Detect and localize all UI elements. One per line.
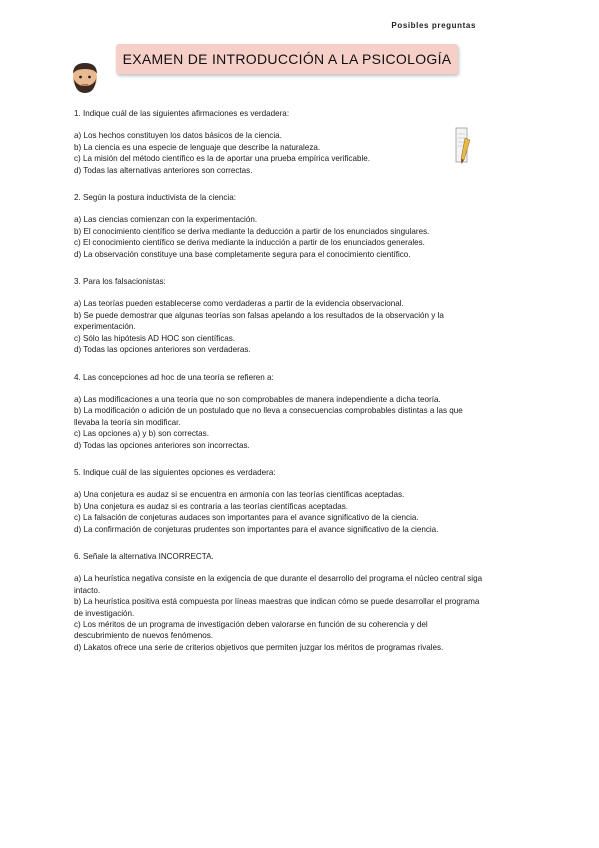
option-c: c) El conocimiento científico se deriva mediante la inducción a partir de los enunciados generales.	[74, 238, 425, 248]
page-title: EXAMEN DE INTRODUCCIÓN A LA PSICOLOGÍA	[122, 51, 452, 67]
question-title: 5. Indique cuál de las siguientes opciones es verdadera:	[74, 467, 276, 477]
option-d: d) Todas las alternativas anteriores son correctas.	[74, 165, 253, 175]
question-title: 1. Indique cuál de las siguientes afirmaciones es verdadera:	[74, 109, 290, 118]
question-4	[74, 372, 484, 451]
option-d: d) La observación constituye una base completamente segura para el conocimiento científico.	[74, 249, 411, 259]
question-2	[74, 192, 484, 260]
questions-list	[74, 108, 484, 669]
option-b: b) La modificación o adición de un postulado que no lleva a consecuencias comprobables distintas a las que llevaba la teoría sin modificar.	[74, 406, 463, 427]
option-a: a) Una conjetura es audaz si se encuentra en armonía con las teorías científicas aceptadas.	[74, 490, 405, 500]
option-a: a) La heurística negativa consiste en la exigencia de que durante el desarrollo del programa el núcleo central siga intacto.	[74, 574, 483, 595]
option-d: d) Todas las opciones anteriores son incorrectas.	[74, 440, 250, 450]
title-banner	[116, 44, 458, 74]
question-5	[74, 467, 484, 535]
avatar-icon	[69, 60, 101, 94]
option-b: b) Se puede demostrar que algunas teorías son falsas apelando a los resultados de la observación y la experimentación.	[74, 310, 444, 332]
question-title: 6. Señale la alternativa INCORRECTA.	[74, 551, 214, 561]
option-c: c) Los méritos de un programa de investigación deben valorarse en función de su coherencia y del descubrimiento de nuevos fenómenos.	[74, 620, 428, 641]
option-a: a) Las teorías pueden establecerse como verdaderas a partir de la evidencia observacional.	[74, 299, 404, 309]
option-d: d) Lakatos ofrece una serie de criterios objetivos que permiten juzgar los méritos de programas rivales.	[74, 642, 444, 652]
option-c: c) Las opciones a) y b) son correctas.	[74, 429, 209, 439]
option-b: b) El conocimiento científico se deriva mediante la deducción a partir de los enunciados singulares.	[74, 226, 430, 236]
question-title: 3. Para los falsacionistas:	[74, 277, 166, 287]
option-d: d) Todas las opciones anteriores son verdaderas.	[74, 345, 251, 355]
option-d: d) La confirmación de conjeturas prudentes son importantes para el avance significativo de la ciencia.	[74, 524, 439, 534]
header-tag: Posibles preguntas	[391, 21, 476, 30]
question-title: 2. Según la postura inductivista de la ciencia:	[74, 193, 236, 203]
option-a: a) Las modificaciones a una teoría que no son comprobables de manera independiente a dicha teoría.	[74, 394, 441, 404]
question-title: 4. Las concepciones ad hoc de una teoría se refieren a:	[74, 372, 274, 382]
option-a: a) Los hechos constituyen los datos básicos de la ciencia.	[74, 131, 282, 141]
question-1	[74, 108, 484, 176]
option-a: a) Las ciencias comienzan con la experimentación.	[74, 215, 258, 225]
option-b: b) Una conjetura es audaz si es contraria a las teorías científicas aceptadas.	[74, 501, 348, 511]
question-3	[74, 276, 484, 355]
option-c: c) La falsación de conjeturas audaces son importantes para el avance significativo de la ciencia.	[74, 513, 419, 523]
question-6	[74, 551, 484, 653]
option-b: b) La ciencia es una especie de lenguaje que describe la naturaleza.	[74, 142, 321, 152]
option-c: c) Sólo las hipótesis AD HOC son científicas.	[74, 333, 236, 343]
option-b: b) La heurística positiva está compuesta por líneas maestras que indican cómo se puede desarrollar el programa de investigación.	[74, 597, 480, 618]
option-c: c) La misión del método científico es la de aportar una prueba empírica verificable.	[74, 154, 371, 164]
